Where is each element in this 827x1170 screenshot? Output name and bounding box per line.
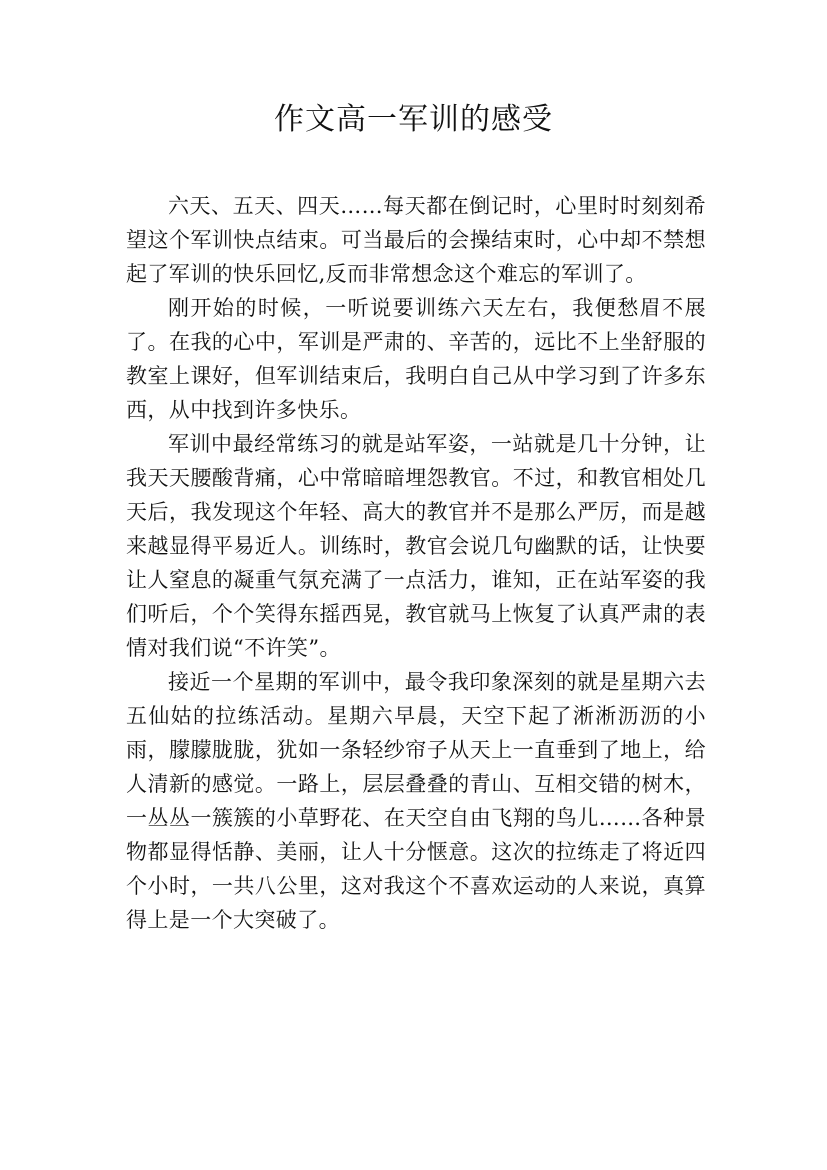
paragraph-2: 刚开始的时候，一听说要训练六天左右，我便愁眉不展了。在我的心中，军训是严肃的、辛苦的，远比不上坐舒服的教室上课好，但军训结束后，我明白自己从中学习到了许多东西，从中找到许多快乐。 xyxy=(126,296,706,422)
paragraph-3: 军训中最经常练习的就是站军姿，一站就是几十分钟，让我天天腰酸背痛，心中常暗暗埋怨教官。不过，和教官相处几天后，我发现这个年轻、高大的教官并不是那么严厉，而是越来越显得平易近人。训练时，教官会说几句幽默的话，让快要让人窒息的凝重气氛充满了一点活力，谁知，正在站军姿的我们听后，个个笑得东摇西晃，教官就马上恢复了认真严肃的表情对我们说“不许笑”。 xyxy=(126,432,706,660)
document-title: 作文高一军训的感受 xyxy=(274,102,553,137)
paragraph-1: 六天、五天、四天……每天都在倒记时，心里时时刻刻希望这个军训快点结束。可当最后的会操结束时，心中却不禁想起了军训的快乐回忆,反而非常想念这个难忘的军训了。 xyxy=(126,194,706,286)
paragraph-4: 接近一个星期的军训中，最令我印象深刻的就是星期六去五仙姑的拉练活动。星期六早晨，天空下起了淅淅沥沥的小雨，朦朦胧胧，犹如一条轻纱帘子从天上一直垂到了地上，给人清新的感觉。一路上，层层叠叠的青山、互相交错的树木，一丛丛一簇簇的小草野花、在天空自由飞翔的鸟儿……各种景物都显得恬静、美丽，让人十分惬意。这次的拉练走了将近四个小时，一共八公里，这对我这个不喜欢运动的人来说，真算得上是一个大突破了。 xyxy=(126,670,706,932)
document-body xyxy=(126,189,706,937)
